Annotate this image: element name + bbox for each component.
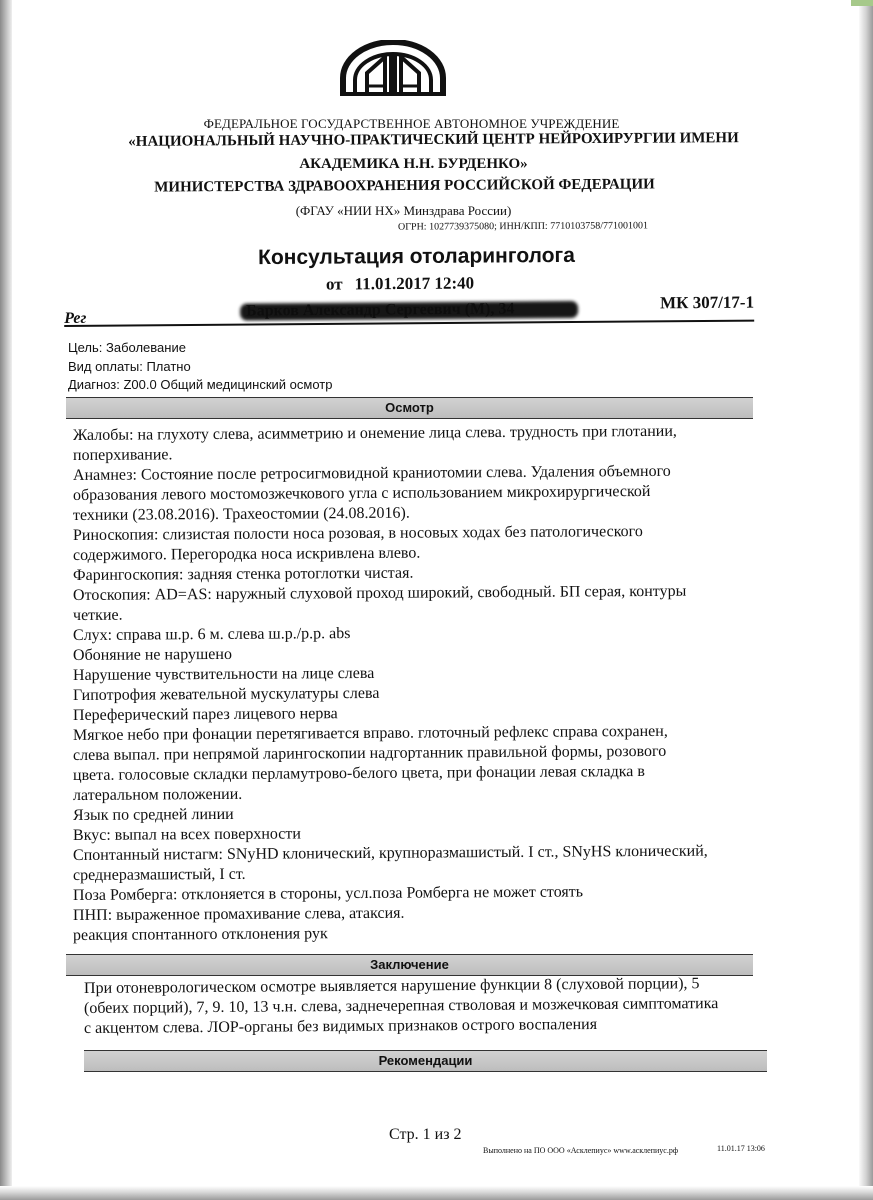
exam-line: Отоскопия: AD=AS: наружный слуховой проход широкий, свободный. БП серая, контуры [72,582,687,604]
section-recommendations-header: Рекомендации [84,1050,767,1072]
redaction-mark [240,301,578,321]
header-line-ministry: МИНИСТЕРСТВА ЗДРАВООХРАНЕНИЯ РОССИЙСКОЙ ФЕДЕРАЦИИ [154,176,655,196]
header-line-center: «НАЦИОНАЛЬНЫЙ НАУЧНО-ПРАКТИЧЕСКИЙ ЦЕНТР НЕЙРОХИРУРГИИ ИМЕНИ [128,130,739,150]
generated-by: Выполнено на ПО ООО «Асклепиус» www.асклепиус.рф [483,1146,679,1155]
exam-line: Нарушение чувствительности на лице слева [72,664,375,684]
exam-line: Поза Ромберга: отклоняется в стороны, усл.поза Ромберга не может стоять [72,883,584,904]
institute-logo-icon [340,40,446,96]
exam-line: поперхивание. [72,446,173,464]
conclusion-line: (обеих порций), 7, 9. 10, 13 ч.н. слева, заднечерепная стволовая и мозжечковая симптоматика [83,995,719,1017]
meta-payment: Вид оплаты: Платно [68,359,191,374]
date-prefix: от [325,274,343,294]
meta-diagnosis: Диагноз: Z00.0 Общий медицинский осмотр [68,377,333,392]
exam-line: Слух: справа ш.р. 6 м. слева ш.р./р.р. abs [72,625,351,644]
section-conclusion-header: Заключение [66,954,753,976]
exam-line: Язык по средней линии [72,805,234,824]
section-exam-header: Осмотр [66,397,753,419]
page-number: Стр. 1 из 2 [389,1126,462,1143]
conclusion-text [83,975,774,1039]
exam-line: техники (23.08.2016). Трахеостомии (24.08.2016). [72,504,410,524]
exam-line: среднеразмашистый, I ст. [72,865,246,884]
date-value: 11.01.2017 12:40 [354,273,475,294]
exam-line: Обоняние не нарушено [72,645,233,664]
header-line-short-name: (ФГАУ «НИИ НХ» Минздрава России) [295,203,512,218]
scan-corner-mark [851,0,873,6]
exam-line: Жалобы: на глухоту слева, асимметрию и онемение лица слева. трудность при глотании, [72,422,677,444]
exam-line: Риноскопия: слизистая полости носа розовая, в носовых ходах без патологического [72,523,643,544]
exam-line: Спонтанный нистагм: SNyHD клонический, крупноразмашистый. I ст., SNyHS клонический, [72,842,708,864]
print-timestamp: 11.01.17 13:06 [717,1144,765,1153]
record-number: МК 307/17-1 [659,292,755,313]
patient-row-underline [64,320,754,327]
exam-line: Переферический парез лицевого нерва [72,705,338,724]
exam-line: латеральном положении. [72,785,243,804]
document-title: Консультация отоларинголога [257,243,575,270]
exam-line: содержимого. Перегородка носа искривлена влево. [72,544,421,564]
scan-shadow-bottom [0,1186,873,1200]
reg-label: Рег [64,309,87,327]
exam-line: Вкус: выпал на всех поверхности [72,825,301,844]
conclusion-line: с акцентом слева. ЛОР-органы без видимых признаков острого воспаления [83,1015,598,1037]
patient-row [64,292,755,327]
document-date [326,273,474,294]
exam-line: четкие. [72,606,123,624]
conclusion-line: При отоневрологическом осмотре выявляется нарушение функции 8 (слуховой порции), 5 [83,975,700,997]
exam-text [72,422,763,946]
exam-line: Гипотрофия жевательной мускулатуры слева [72,684,380,704]
exam-line: Анамнез: Состояние после ретросигмовидной краниотомии слева. Удаления объемного [72,462,671,484]
meta-goal: Цель: Заболевание [68,340,186,355]
exam-line: Мягкое небо при фонации перетягивается вправо. глоточный рефлекс справа сохранен, [72,722,668,744]
header-line-academic: АКАДЕМИКА Н.Н. БУРДЕНКО» [299,156,528,172]
registration-numbers: ОГРН: 1027739375080; ИНН/КПП: 7710103758/771001001 [397,220,648,233]
exam-line: слева выпал. при непрямой ларингоскопии надгортанник правильной формы, розового [72,742,667,764]
exam-line: Фарингоскопия: задняя стенка ротоглотки чистая. [72,564,414,584]
exam-line: образования левого мостомозжечкового угла с использованием микрохирургической [72,482,651,504]
header-line-agency: ФЕДЕРАЛЬНОЕ ГОСУДАРСТВЕННОЕ АВТОНОМНОЕ УЧРЕЖДЕНИЕ [203,116,620,131]
exam-line: цвета. голосовые складки перламутрово-белого цвета, при фонации левая складка в [72,763,645,784]
scan-shadow-right [859,0,873,1200]
exam-line: ПНП: выраженное промахивание слева, атаксия. [72,904,405,924]
exam-line: реакция спонтанного отклонения рук [72,925,328,944]
